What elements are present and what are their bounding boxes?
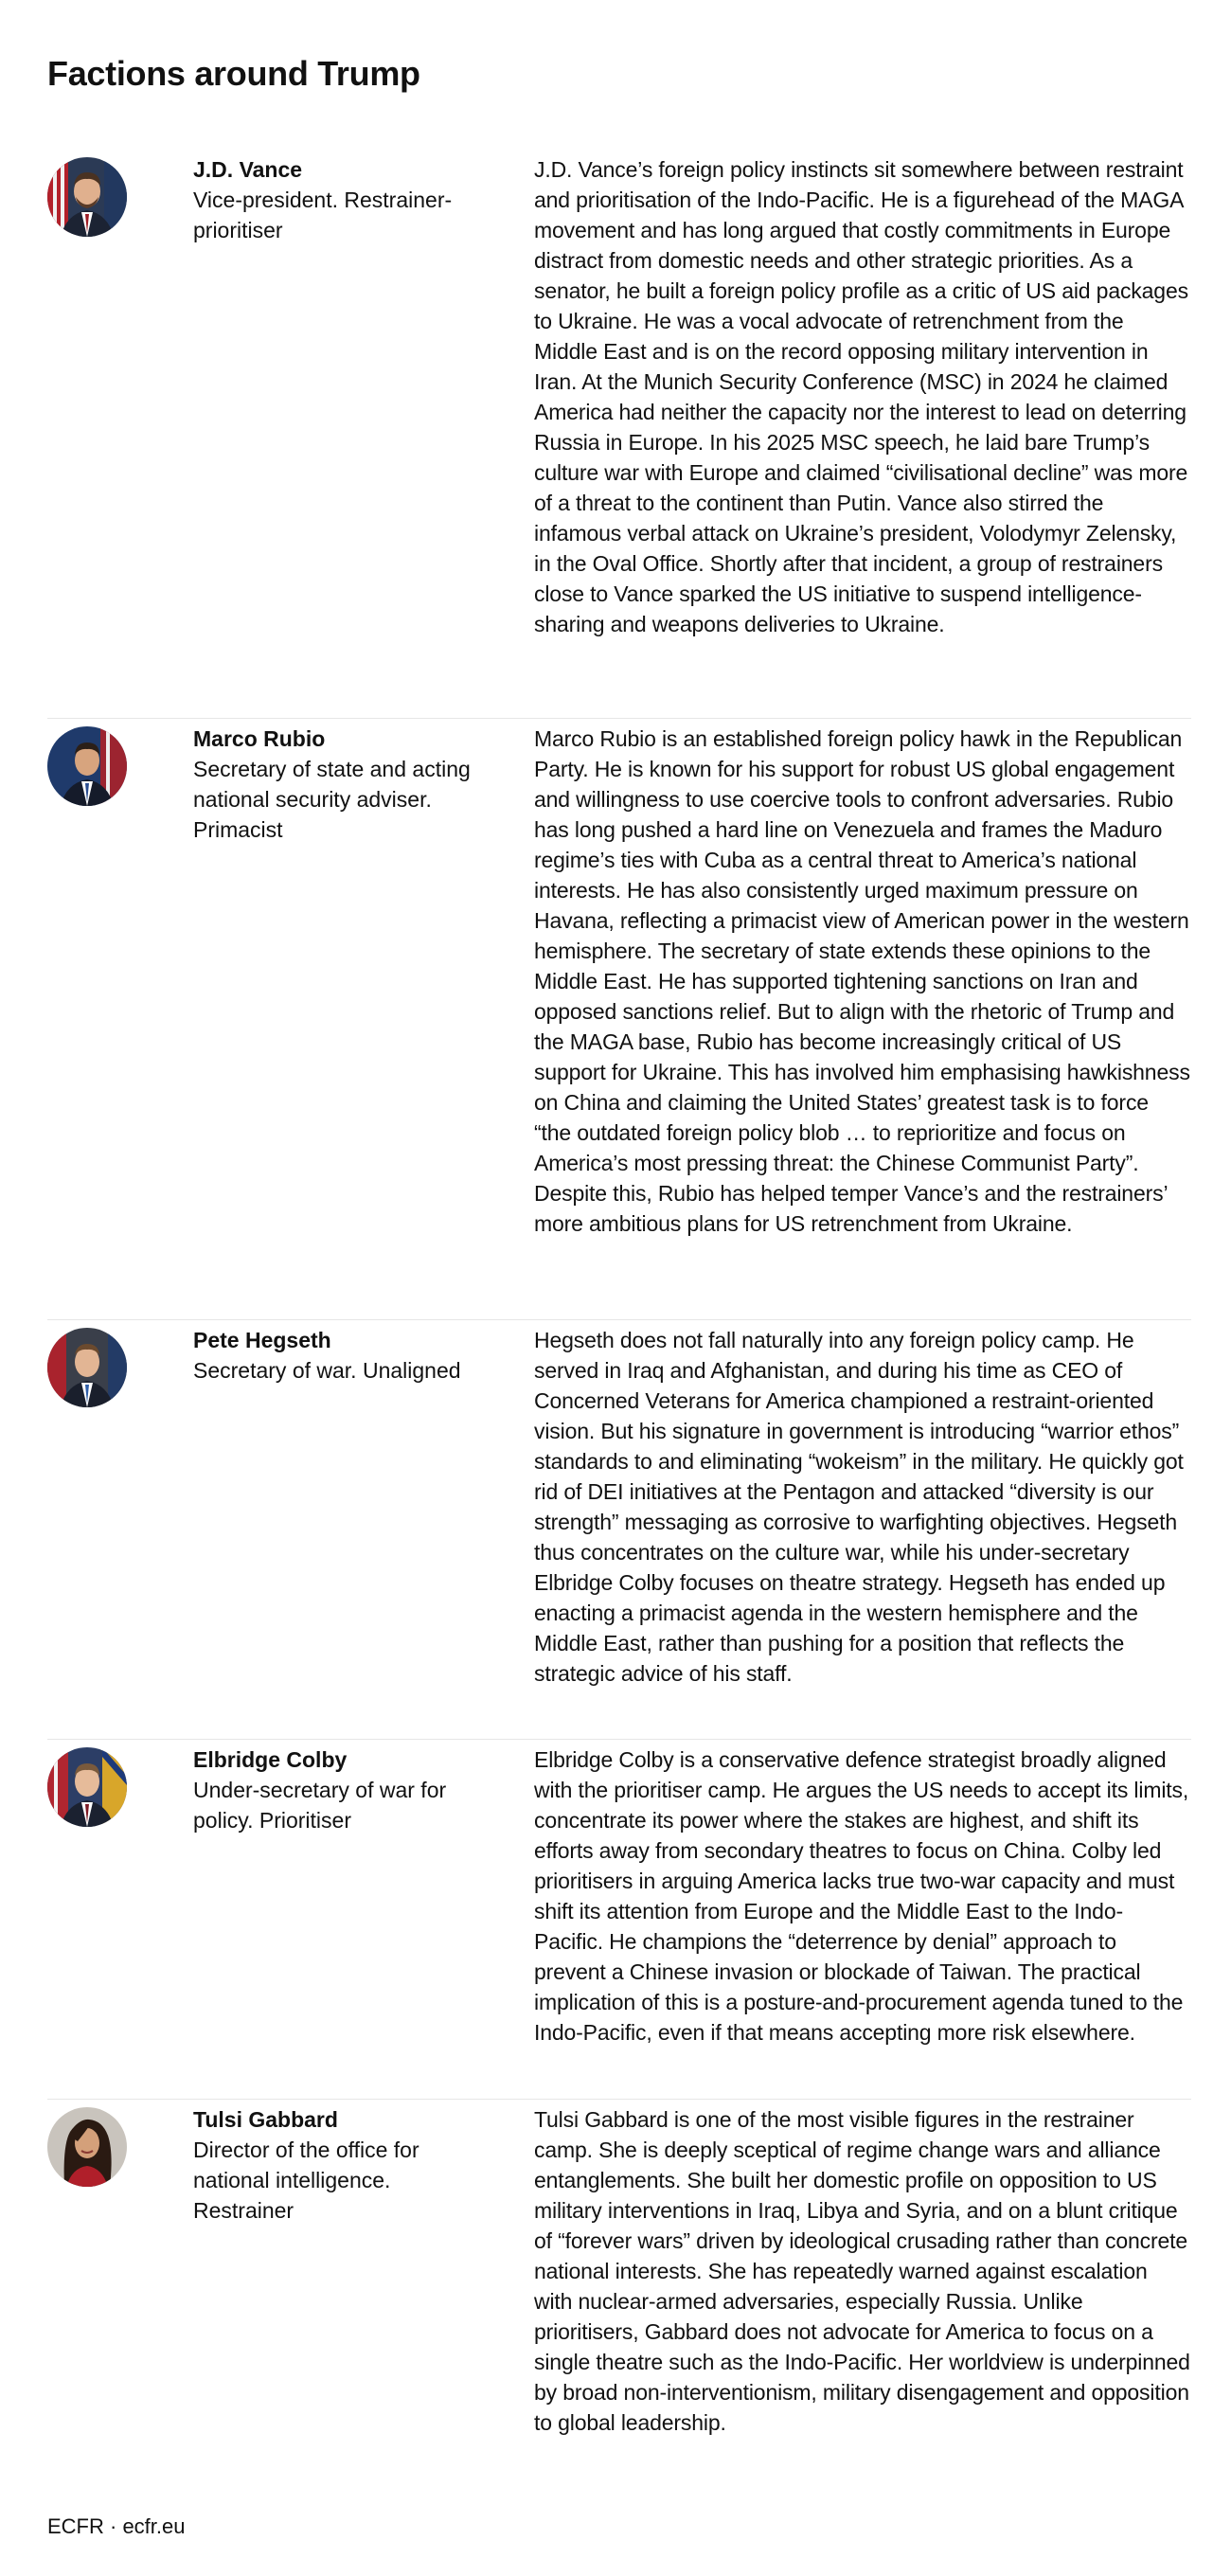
footer-credit: ECFR · ecfr.eu [47, 2514, 186, 2538]
person-row-gabbard [47, 2100, 1191, 2497]
person-name: Pete Hegseth [193, 1328, 331, 1352]
person-row-rubio [47, 719, 1191, 1320]
person-row-colby [47, 1740, 1191, 2100]
person-name: Marco Rubio [193, 726, 326, 751]
avatar-colby [47, 1747, 127, 1827]
person-info [193, 154, 477, 245]
person-bio: Elbridge Colby is a conservative defence strategist broadly aligned with the prioritiser camp. He argues the US needs to accept its limits, concentrate its power where the stakes are highest, and shift its efforts away from secondary theatres to focus on China. Colby led prioritisers in arguing America lacks true two-war capacity and must shift its attention from Europe and the Middle East to the Indo-Pacific. He champions the “deterrence by denial” approach to prevent a Chinese invasion or blockade of Taiwan. The practical implication of this is a posture-and-procurement agenda tuned to the Indo-Pacific, even if that means accepting more risk elsewhere. [534, 1747, 1189, 2045]
person-name: J.D. Vance [193, 157, 303, 182]
avatar-gabbard [47, 2107, 127, 2187]
person-name: Elbridge Colby [193, 1747, 348, 1772]
person-info [193, 2104, 477, 2226]
page-title: Factions around Trump [47, 54, 420, 93]
person-info [193, 1325, 477, 1386]
person-role: Vice-president. Restrainer-prioritiser [193, 188, 453, 242]
portrait-icon [47, 1328, 127, 1407]
portrait-icon [47, 726, 127, 806]
avatar-vance [47, 157, 127, 237]
person-role: Secretary of state and acting national security adviser. Primacist [193, 757, 471, 842]
person-role: Secretary of war. Unaligned [193, 1358, 461, 1383]
portrait-icon [47, 1747, 127, 1827]
person-role: Director of the office for national intelligence. Restrainer [193, 2138, 419, 2223]
avatar-rubio [47, 726, 127, 806]
person-bio: Tulsi Gabbard is one of the most visible figures in the restrainer camp. She is deeply sceptical of regime change wars and alliance entanglements. She built her domestic profile on opposition to US military interventions in Iraq, Libya and Syria, and on a blunt critique of “forever wars” driven by ideological crusading rather than concrete national interests. She has repeatedly warned against escalation with nuclear-armed adversaries, especially Russia. Unlike prioritisers, Gabbard does not advocate for America to focus on a single theatre such as the Indo-Pacific. Her worldview is underpinned by broad non-interventionism, military disengagement and opposition to global leadership. [534, 2107, 1190, 2435]
person-bio: Hegseth does not fall naturally into any foreign policy camp. He served in Iraq and Afghanistan, and during his time as CEO of Concerned Veterans for America championed a restraint-oriented vision. But his signature in government is introducing “warrior ethos” standards to and eliminating “wokeism” in the military. He quickly got rid of DEI initiatives at the Pentagon and attacked “diversity is our strength” messaging as corrosive to warfighting objectives. Hegseth thus concentrates on the culture war, while his under-secretary Elbridge Colby focuses on theatre strategy. Hegseth has ended up enacting a primacist agenda in the western hemisphere and the Middle East, rather than pushing for a position that reflects the strategic advice of his staff. [534, 1328, 1184, 1686]
person-bio: Marco Rubio is an established foreign policy hawk in the Republican Party. He is known for his support for robust US global engagement and willingness to use coercive tools to confront adversaries. Rubio has long pushed a hard line on Venezuela and frames the Maduro regime’s ties with Cuba as a central threat to America’s national interests. He has also consistently urged maximum pressure on Havana, reflecting a primacist view of American power in the western hemisphere. The secretary of state extends these opinions to the Middle East. He has supported tightening sanctions on Iran and opposed sanctions relief. But to align with the rhetoric of Trump and the MAGA base, Rubio has become increasingly critical of US support for Ukraine. This has involved him emphasising hawkishness on China and claiming the United States’ greatest task is to force “the outdated foreign policy blob … to reprioritize and focus on America’s most pressing threat: the Chinese Communist Party”. Despite this, Rubio has helped temper Vance’s and the restrainers’ more ambitious plans for US retrenchment from Ukraine. [534, 726, 1190, 1236]
person-row-hegseth [47, 1320, 1191, 1740]
person-role: Under-secretary of war for policy. Prioritiser [193, 1778, 447, 1833]
portrait-icon [47, 2107, 127, 2187]
avatar-hegseth [47, 1328, 127, 1407]
portrait-icon [47, 157, 127, 237]
person-bio: J.D. Vance’s foreign policy instincts sit somewhere between restraint and prioritisation of the Indo-Pacific. He is a figurehead of the MAGA movement and has long argued that costly commitments in Europe distract from domestic needs and other strategic priorities. As a senator, he built a foreign policy profile as a critic of US aid packages to Ukraine. He was a vocal advocate of retrenchment from the Middle East and is on the record opposing military intervention in Iran. At the Munich Security Conference (MSC) in 2024 he claimed America had neither the capacity nor the interest to lead on deterring Russia in Europe. In his 2025 MSC speech, he laid bare Trump’s culture war with Europe and claimed “civilisational decline” was more of a threat to the continent than Putin. Vance also stirred the infamous verbal attack on Ukraine’s president, Volodymyr Zelensky, in the Oval Office. Shortly after that incident, a group of restrainers close to Vance sparked the US initiative to suspend intelligence-sharing and weapons deliveries to Ukraine. [534, 157, 1188, 636]
person-info [193, 1744, 477, 1835]
person-row-vance [47, 150, 1191, 719]
person-info [193, 724, 477, 845]
factions-list [47, 150, 1191, 2497]
person-name: Tulsi Gabbard [193, 2107, 338, 2132]
